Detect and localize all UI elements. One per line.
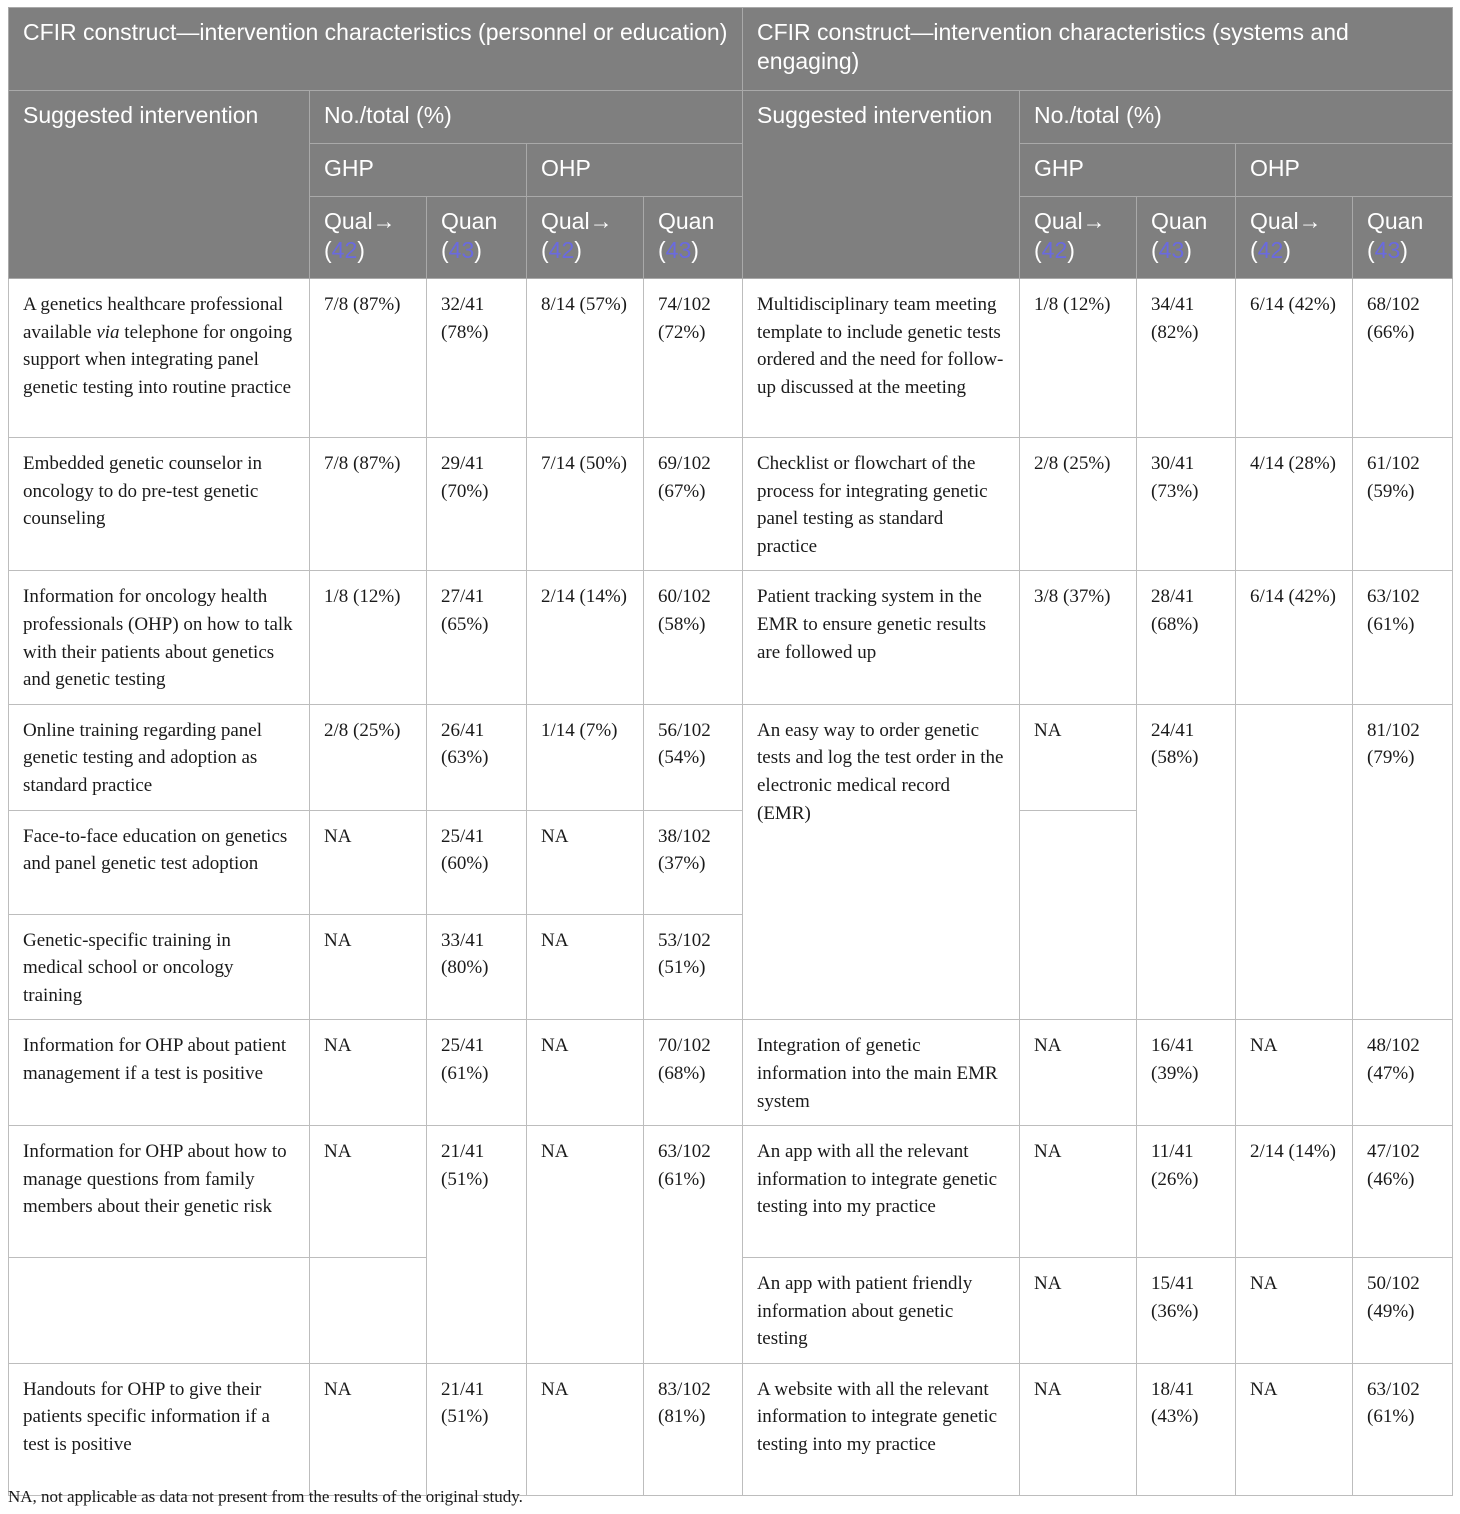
ohp-quan-cell: 63/102 (61%) (1353, 571, 1453, 704)
intervention-cell: Information for oncology health professionals (OHP) on how to talk with their patients about genetics and genetic testing (9, 571, 310, 704)
ohp-qual-cell: 6/14 (42%) (1236, 279, 1353, 438)
left-ghp-qual-header: Qual→ (42) (310, 197, 427, 279)
left-suggested-intervention-header: Suggested intervention (9, 91, 310, 279)
ohp-quan-cell: 74/102 (72%) (644, 279, 743, 438)
ohp-qual-cell: NA (527, 810, 644, 914)
ghp-quan-cell: 15/41 (36%) (1137, 1258, 1236, 1364)
ghp-qual-cell: NA (310, 810, 427, 914)
table-container (8, 7, 1452, 1496)
ghp-quan-cell: 33/41 (80%) (427, 914, 527, 1020)
left-ghp-quan-header: Quan (43) (427, 197, 527, 279)
ghp-quan-cell: 29/41 (70%) (427, 438, 527, 571)
right-ohp-quan-header: Quan (43) (1353, 197, 1453, 279)
ohp-qual-cell: NA (527, 1126, 644, 1364)
empty-cell (1020, 810, 1137, 1020)
ohp-qual-cell: NA (1236, 1020, 1353, 1126)
ghp-quan-cell: 28/41 (68%) (1137, 571, 1236, 704)
right-ghp-header: GHP (1020, 144, 1236, 197)
ghp-qual-cell: NA (310, 1020, 427, 1126)
reference-link[interactable]: 42 (548, 237, 575, 263)
ohp-quan-cell: 47/102 (46%) (1353, 1126, 1453, 1258)
ghp-qual-cell: 1/8 (12%) (1020, 279, 1137, 438)
ghp-qual-cell: 7/8 (87%) (310, 279, 427, 438)
ohp-quan-cell: 60/102 (58%) (644, 571, 743, 704)
right-suggested-intervention-header: Suggested intervention (743, 91, 1020, 279)
ghp-qual-cell: 2/8 (25%) (310, 704, 427, 810)
ohp-qual-cell: NA (527, 1020, 644, 1126)
left-ghp-header: GHP (310, 144, 527, 197)
ohp-qual-cell: NA (527, 914, 644, 1020)
ghp-qual-cell: NA (310, 914, 427, 1020)
ohp-quan-cell: 68/102 (66%) (1353, 279, 1453, 438)
intervention-cell: A genetics healthcare professional available via telephone for ongoing support when integrating panel genetic testing into routine practice (9, 279, 310, 438)
right-no-total-header: No./total (%) (1020, 91, 1453, 144)
table-row (9, 704, 1453, 810)
ghp-qual-cell: 2/8 (25%) (1020, 438, 1137, 571)
right-ghp-qual-header: Qual→ (42) (1020, 197, 1137, 279)
empty-cell (310, 1258, 427, 1364)
ghp-quan-cell: 18/41 (43%) (1137, 1363, 1236, 1495)
ghp-quan-cell: 27/41 (65%) (427, 571, 527, 704)
left-no-total-header: No./total (%) (310, 91, 743, 144)
ohp-qual-cell (1236, 704, 1353, 1020)
ghp-quan-cell: 21/41 (51%) (427, 1126, 527, 1364)
ohp-quan-cell: 38/102 (37%) (644, 810, 743, 914)
ohp-quan-cell: 48/102 (47%) (1353, 1020, 1453, 1126)
left-ohp-quan-header: Quan (43) (644, 197, 743, 279)
ghp-quan-cell: 32/41 (78%) (427, 279, 527, 438)
table-row (9, 279, 1453, 438)
right-ohp-header: OHP (1236, 144, 1453, 197)
right-ohp-qual-header: Qual→ (42) (1236, 197, 1353, 279)
ghp-quan-cell: 24/41 (58%) (1137, 704, 1236, 1020)
ohp-quan-cell: 63/102 (61%) (1353, 1363, 1453, 1495)
table-footnote: NA, not applicable as data not present from the results of the original study. (8, 1487, 523, 1506)
right-ghp-quan-header: Quan (43) (1137, 197, 1236, 279)
ohp-quan-cell: 53/102 (51%) (644, 914, 743, 1020)
intervention-cell: Integration of genetic information into the main EMR system (743, 1020, 1020, 1126)
reference-link[interactable]: 42 (1257, 237, 1284, 263)
intervention-cell: An app with all the relevant information to integrate genetic testing into my practice (743, 1126, 1020, 1258)
ohp-quan-cell: 56/102 (54%) (644, 704, 743, 810)
ohp-quan-cell: 69/102 (67%) (644, 438, 743, 571)
intervention-cell: An app with patient friendly information about genetic testing (743, 1258, 1020, 1364)
intervention-cell: Multidisciplinary team meeting template to include genetic tests ordered and the need for follow-up discussed at the meeting (743, 279, 1020, 438)
ghp-qual-cell: NA (1020, 1020, 1137, 1126)
ohp-quan-cell: 63/102 (61%) (644, 1126, 743, 1364)
intervention-cell: Information for OHP about patient management if a test is positive (9, 1020, 310, 1126)
intervention-cell: An easy way to order genetic tests and log the test order in the electronic medical record (EMR) (743, 704, 1020, 1020)
cfir-intervention-table (8, 7, 1453, 1496)
table-row (9, 1363, 1453, 1495)
table-row (9, 438, 1453, 571)
ohp-quan-cell: 83/102 (81%) (644, 1363, 743, 1495)
ohp-qual-cell: 6/14 (42%) (1236, 571, 1353, 704)
ohp-qual-cell: 2/14 (14%) (1236, 1126, 1353, 1258)
table-row (9, 571, 1453, 704)
ghp-quan-cell: 25/41 (61%) (427, 1020, 527, 1126)
reference-link[interactable]: 42 (1041, 237, 1068, 263)
ohp-qual-cell: 1/14 (7%) (527, 704, 644, 810)
ghp-quan-cell: 11/41 (26%) (1137, 1126, 1236, 1258)
ghp-quan-cell: 34/41 (82%) (1137, 279, 1236, 438)
ghp-quan-cell: 16/41 (39%) (1137, 1020, 1236, 1126)
left-ohp-qual-header: Qual→ (42) (527, 197, 644, 279)
ghp-quan-cell: 25/41 (60%) (427, 810, 527, 914)
ghp-quan-cell: 21/41 (51%) (427, 1363, 527, 1495)
ohp-qual-cell: NA (527, 1363, 644, 1495)
intervention-cell: Checklist or flowchart of the process for integrating genetic panel testing as standard practice (743, 438, 1020, 571)
ohp-quan-cell: 61/102 (59%) (1353, 438, 1453, 571)
intervention-cell: Information for OHP about how to manage questions from family members about their genetic risk (9, 1126, 310, 1258)
intervention-cell: Genetic-specific training in medical school or oncology training (9, 914, 310, 1020)
ohp-quan-cell: 70/102 (68%) (644, 1020, 743, 1126)
table-row (9, 1126, 1453, 1258)
ohp-quan-cell: 81/102 (79%) (1353, 704, 1453, 1020)
intervention-cell: A website with all the relevant information to integrate genetic testing into my practice (743, 1363, 1020, 1495)
ghp-qual-cell: 7/8 (87%) (310, 438, 427, 571)
left-construct-header: CFIR construct—intervention characteristics (personnel or education) (9, 8, 743, 91)
table-row (9, 1020, 1453, 1126)
ghp-qual-cell: NA (1020, 1363, 1137, 1495)
ghp-qual-cell: 3/8 (37%) (1020, 571, 1137, 704)
right-construct-header: CFIR construct—intervention characteristics (systems and engaging) (743, 8, 1453, 91)
ghp-qual-cell: NA (310, 1126, 427, 1258)
ghp-qual-cell: NA (1020, 704, 1137, 810)
reference-link[interactable]: 43 (448, 237, 475, 263)
reference-link[interactable]: 43 (1158, 237, 1185, 263)
ohp-qual-cell: NA (1236, 1258, 1353, 1364)
left-ohp-header: OHP (527, 144, 743, 197)
ghp-quan-cell: 26/41 (63%) (427, 704, 527, 810)
intervention-cell: Embedded genetic counselor in oncology to do pre-test genetic counseling (9, 438, 310, 571)
ghp-qual-cell: NA (310, 1363, 427, 1495)
ohp-qual-cell: 7/14 (50%) (527, 438, 644, 571)
ghp-quan-cell: 30/41 (73%) (1137, 438, 1236, 571)
ohp-qual-cell: 8/14 (57%) (527, 279, 644, 438)
ghp-qual-cell: NA (1020, 1126, 1137, 1258)
intervention-cell: Patient tracking system in the EMR to ensure genetic results are followed up (743, 571, 1020, 704)
ohp-qual-cell: NA (1236, 1363, 1353, 1495)
intervention-cell: Face-to-face education on genetics and panel genetic test adoption (9, 810, 310, 914)
ghp-qual-cell: 1/8 (12%) (310, 571, 427, 704)
intervention-cell: Handouts for OHP to give their patients specific information if a test is positive (9, 1363, 310, 1495)
reference-link[interactable]: 42 (331, 237, 358, 263)
ohp-quan-cell: 50/102 (49%) (1353, 1258, 1453, 1364)
reference-link[interactable]: 43 (1374, 237, 1401, 263)
ohp-qual-cell: 4/14 (28%) (1236, 438, 1353, 571)
empty-cell (9, 1258, 310, 1364)
ghp-qual-cell: NA (1020, 1258, 1137, 1364)
reference-link[interactable]: 43 (665, 237, 692, 263)
ohp-qual-cell: 2/14 (14%) (527, 571, 644, 704)
intervention-cell: Online training regarding panel genetic testing and adoption as standard practice (9, 704, 310, 810)
